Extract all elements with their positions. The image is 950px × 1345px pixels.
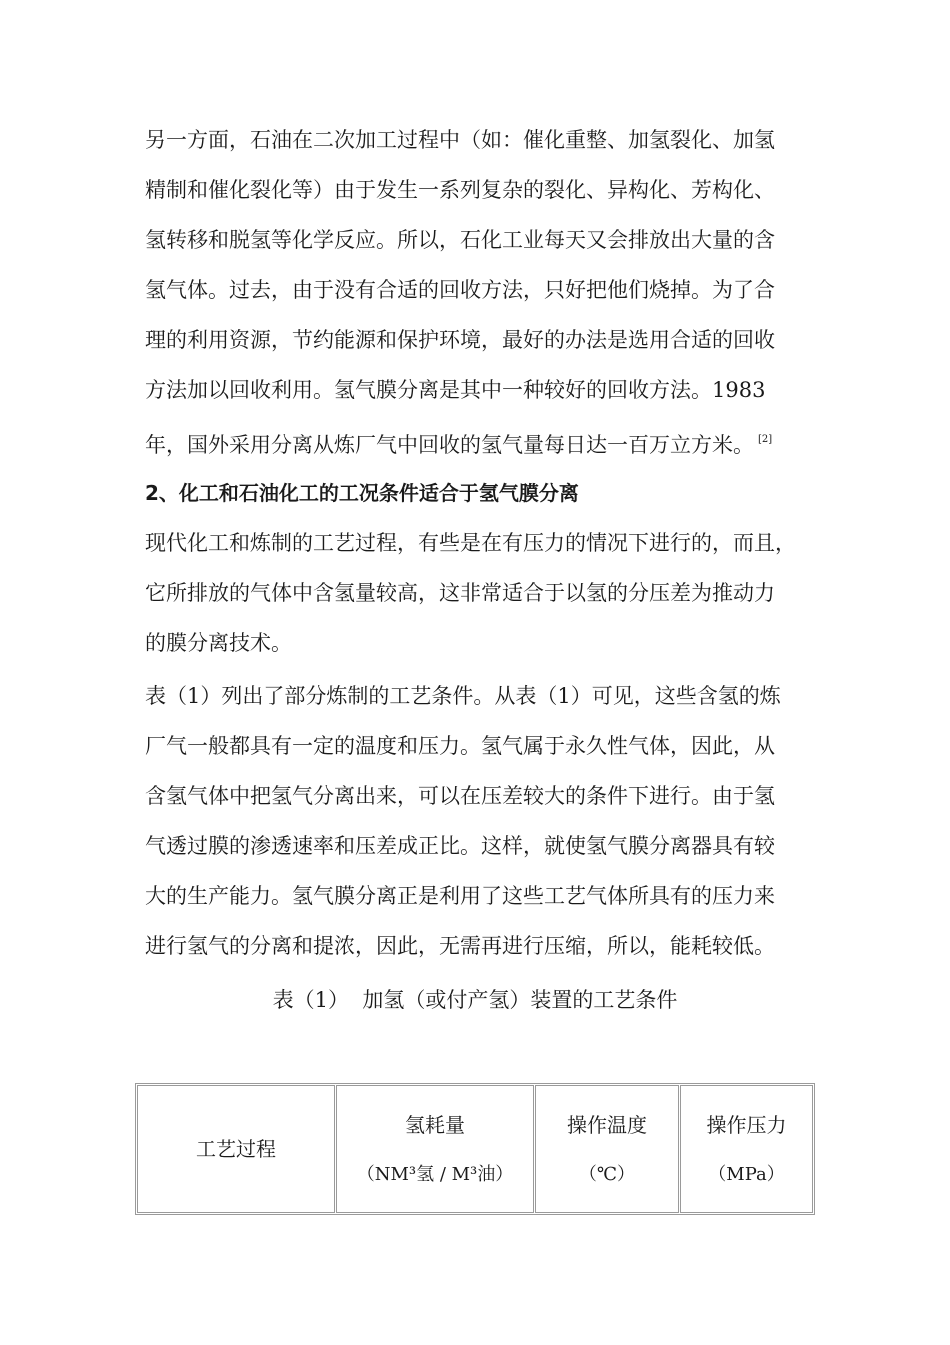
column-unit: （MPa）: [708, 1164, 785, 1185]
text-line: 含氢气体中把氢气分离出来，可以在压差较大的条件下进行。由于氢: [145, 784, 775, 808]
text-line: 现代化工和炼制的工艺过程，有些是在有压力的情况下进行的，而且，: [145, 531, 796, 555]
text-line: 精制和催化裂化等）由于发生一系列复杂的裂化、异构化、芳构化、: [145, 178, 775, 202]
text-line: 氢转移和脱氢等化学反应。所以，石化工业每天又会排放出大量的含: [145, 228, 775, 252]
text-line: 表（1）列出了部分炼制的工艺条件。从表（1）可见，这些含氢的炼: [145, 684, 781, 708]
table-header-cell-pressure: [680, 1085, 813, 1213]
text-line: 厂气一般都具有一定的温度和压力。氢气属于永久性气体，因此，从: [145, 734, 775, 758]
text-line: 年，国外采用分离从炼厂气中回收的氢气量每日达一百万立方米。: [145, 433, 754, 457]
text-line: 它所排放的气体中含氢量较高，这非常适合于以氢的分压差为推动力: [145, 581, 775, 605]
text-line: 氢气体。过去，由于没有合适的回收方法，只好把他们烧掉。为了合: [145, 278, 775, 302]
table-caption: 表（1） 加氢（或付产氢）装置的工艺条件: [272, 988, 678, 1012]
text-line-with-citation: [145, 415, 810, 470]
table-header-row: [137, 1085, 813, 1213]
column-unit: （NM³氢 / M³油）: [356, 1164, 514, 1185]
column-label: 操作温度: [567, 1113, 647, 1137]
section-heading: 2、化工和石油化工的工况条件适合于氢气膜分离: [145, 481, 579, 505]
text-line: 气透过膜的渗透速率和压差成正比。这样，就使氢气膜分离器具有较: [145, 834, 775, 858]
paragraph-process-conditions: [145, 518, 810, 668]
column-unit: （℃）: [578, 1164, 636, 1185]
citation-reference: [2]: [758, 434, 773, 445]
paragraph-hydrogen-recovery: [145, 115, 810, 470]
column-label: 工艺过程: [196, 1137, 276, 1161]
table-header-cell-temperature: [535, 1085, 679, 1213]
text-line: 方法加以回收利用。氢气膜分离是其中一种较好的回收方法。1983: [145, 378, 766, 402]
text-line: 理的利用资源，节约能源和保护环境，最好的办法是选用合适的回收: [145, 328, 775, 352]
paragraph-table-discussion: [145, 671, 810, 971]
table-header-cell-hydrogen-consumption: [336, 1085, 534, 1213]
table-header-cell-process: [137, 1085, 335, 1213]
text-line: 另一方面，石油在二次加工过程中（如：催化重整、加氢裂化、加氢: [145, 128, 775, 152]
column-label: 操作压力: [706, 1113, 787, 1137]
text-line: 进行氢气的分离和提浓，因此，无需再进行压缩，所以，能耗较低。: [145, 934, 775, 958]
column-label: 氢耗量: [405, 1113, 465, 1137]
text-line: 大的生产能力。氢气膜分离正是利用了这些工艺气体所具有的压力来: [145, 884, 775, 908]
process-conditions-table: [135, 1083, 815, 1215]
text-line: 的膜分离技术。: [145, 631, 292, 655]
